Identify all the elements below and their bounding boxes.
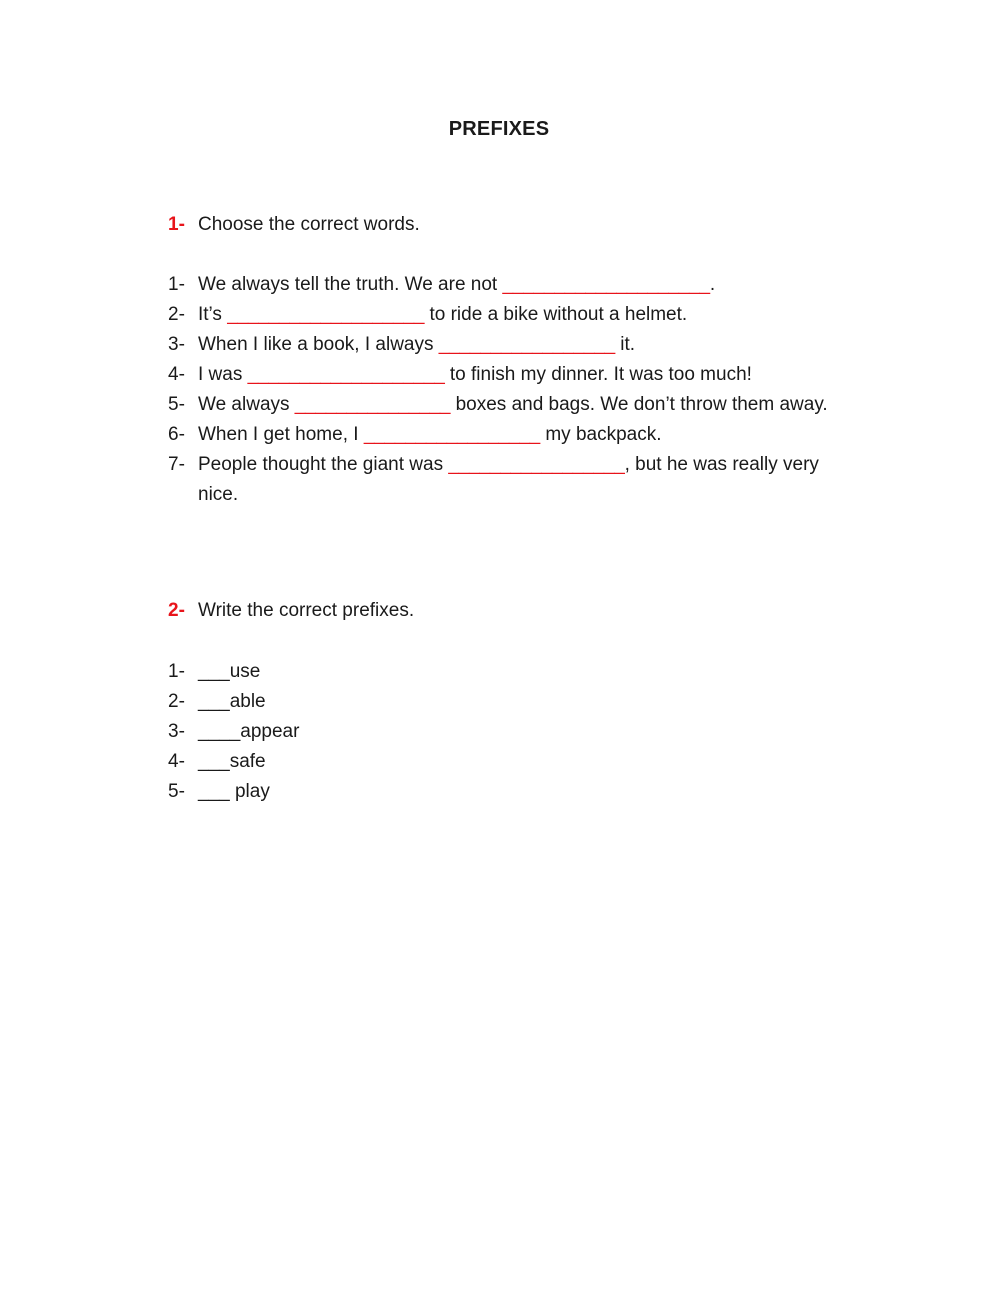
exercise-1-item-2 <box>168 300 838 330</box>
item-text-after: to ride a bike without a helmet. <box>424 304 688 325</box>
item-text-before: When I like a book, I always <box>198 334 439 355</box>
answer-blank[interactable]: _________________ <box>438 334 616 355</box>
item-number: 2- <box>168 691 185 712</box>
item-number: 3- <box>168 721 185 742</box>
prefix-word: ___safe <box>198 751 266 772</box>
answer-blank[interactable]: ___________________ <box>247 364 445 385</box>
item-number: 6- <box>168 424 185 445</box>
prefix-word: ___able <box>198 691 266 712</box>
item-text-after: it. <box>615 334 636 355</box>
exercise-1-item-7 <box>168 450 838 510</box>
item-number: 3- <box>168 334 185 355</box>
item-text-after: , but he was really very nice. <box>198 454 819 505</box>
item-text-after: to finish my dinner. It was too much! <box>444 364 752 385</box>
section-1-exercise-list <box>168 270 838 510</box>
item-text-before: When I get home, I <box>198 424 364 445</box>
section-2-exercise-list <box>168 657 299 807</box>
exercise-2-item-2[interactable] <box>168 687 299 717</box>
section-2-heading <box>168 599 414 623</box>
item-text-before: People thought the giant was <box>198 454 449 475</box>
answer-blank[interactable]: ____________________ <box>502 274 710 295</box>
answer-blank[interactable]: _________________ <box>363 424 541 445</box>
item-number: 4- <box>168 364 185 385</box>
item-number: 2- <box>168 304 185 325</box>
exercise-2-item-1[interactable] <box>168 657 299 687</box>
item-text-after: boxes and bags. We don’t throw them away. <box>450 394 828 415</box>
section-2-instruction: Write the correct prefixes. <box>198 600 415 621</box>
item-text-after: my backpack. <box>540 424 662 445</box>
item-number: 1- <box>168 274 185 295</box>
item-text-after: . <box>709 274 716 295</box>
section-1-number: 1- <box>168 214 185 235</box>
item-number: 4- <box>168 751 185 772</box>
answer-blank[interactable]: _______________ <box>294 394 451 415</box>
item-number: 1- <box>168 661 185 682</box>
exercise-2-item-4[interactable] <box>168 747 299 777</box>
exercise-2-item-5[interactable] <box>168 777 299 807</box>
section-2-number: 2- <box>168 600 185 621</box>
page-title: PREFIXES <box>448 118 550 140</box>
item-number: 5- <box>168 394 185 415</box>
prefix-word: ____appear <box>198 721 300 742</box>
exercise-1-item-6 <box>168 420 838 450</box>
exercise-1-item-1 <box>168 270 838 300</box>
exercise-2-item-3[interactable] <box>168 717 299 747</box>
item-text-before: I was <box>198 364 248 385</box>
item-number: 7- <box>168 454 185 475</box>
item-text-before: It’s <box>198 304 228 325</box>
answer-blank[interactable]: _________________ <box>448 454 625 475</box>
exercise-1-item-3 <box>168 330 838 360</box>
prefix-word: ___ play <box>198 781 270 802</box>
prefix-word: ___use <box>198 661 261 682</box>
section-1-heading <box>168 213 420 237</box>
exercise-1-item-5 <box>168 390 838 420</box>
item-text-before: We always <box>198 394 295 415</box>
item-text-before: We always tell the truth. We are not <box>198 274 503 295</box>
section-1-instruction: Choose the correct words. <box>198 214 420 235</box>
answer-blank[interactable]: ___________________ <box>227 304 425 325</box>
exercise-1-item-4 <box>168 360 838 390</box>
item-number: 5- <box>168 781 185 802</box>
